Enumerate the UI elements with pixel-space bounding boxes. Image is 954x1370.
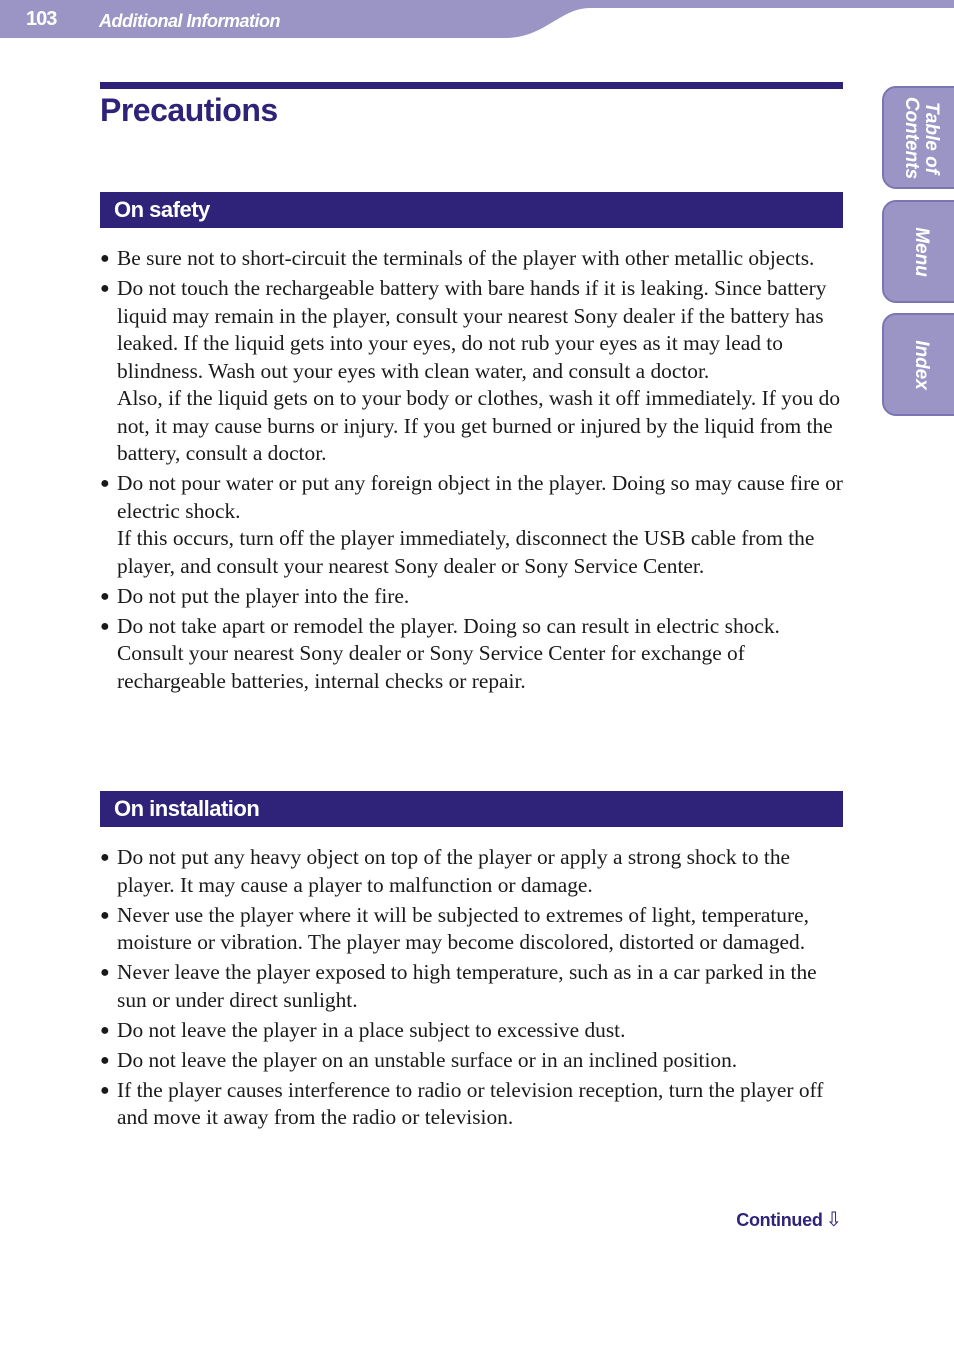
list-item bbox=[100, 902, 846, 957]
list-item-text: Do not put any heavy object on top of the player or apply a strong shock to the player. It may cause a player to malfunction or damage. bbox=[117, 845, 791, 897]
bullet-icon: ● bbox=[100, 617, 110, 635]
list-item-text: Do not leave the player in a place subject to excessive dust. bbox=[117, 1017, 626, 1042]
tab-menu[interactable] bbox=[882, 200, 954, 303]
list-item bbox=[100, 470, 846, 580]
section-heading-installation bbox=[100, 791, 843, 827]
list-item bbox=[100, 1077, 846, 1132]
page-header bbox=[0, 0, 954, 40]
bullet-icon: ● bbox=[100, 906, 110, 924]
list-item-text: Do not touch the rechargeable battery with bare hands if it is leaking. Since battery liquid may remain in the player, consult your nearest Sony dealer if the battery has leaked. If the liquid gets into your eyes, do not rub your eyes as it may lead to blindness. Wash out your eyes with clean water, and consult a doctor. bbox=[117, 276, 827, 383]
bullet-icon: ● bbox=[100, 1051, 110, 1069]
down-arrow-icon: ⇩ bbox=[825, 1209, 842, 1231]
chapter-name: Additional Information bbox=[99, 11, 280, 31]
list-item bbox=[100, 1017, 846, 1045]
list-item bbox=[100, 245, 846, 273]
installation-list bbox=[100, 844, 846, 1134]
bullet-icon: ● bbox=[100, 250, 110, 267]
tab-index[interactable] bbox=[882, 313, 954, 416]
list-item-text: Be sure not to short-circuit the terminals of the player with other metallic objects. bbox=[117, 246, 815, 270]
continued-indicator bbox=[736, 1207, 842, 1232]
list-item bbox=[100, 844, 846, 899]
list-item-text: Never use the player where it will be subjected to extremes of light, temperature, moisture or vibration. The player may become discolored, distorted or damaged. bbox=[117, 902, 809, 954]
page-number: 103 bbox=[26, 8, 57, 30]
list-item-text: If the player causes interference to radio or television reception, turn the player off and move it away from the radio or television. bbox=[117, 1077, 824, 1129]
list-item bbox=[100, 583, 846, 611]
list-item-text: Do not put the player into the fire. bbox=[117, 583, 410, 608]
list-item-extra: Also, if the liquid gets on to your body or clothes, wash it off immediately. If you do not, it may cause burns or injury. If you get burned or injured by the liquid from the battery, consult a doctor. bbox=[117, 386, 841, 465]
title-rule bbox=[100, 82, 843, 89]
tab-menu-label: Menu bbox=[911, 226, 932, 277]
tab-table-of-contents[interactable] bbox=[882, 86, 954, 189]
list-item-text: Never leave the player exposed to high temperature, such as in a car parked in the sun or under direct sunlight. bbox=[117, 960, 817, 1012]
bullet-icon: ● bbox=[100, 964, 110, 981]
continued-label: Continued bbox=[736, 1210, 823, 1230]
list-item-text: Do not pour water or put any foreign object in the player. Doing so may cause fire or electric shock. bbox=[117, 471, 843, 523]
list-item-extra: If this occurs, turn off the player immediately, disconnect the USB cable from the player, and consult your nearest Sony dealer or Sony Service Center. bbox=[117, 526, 815, 578]
tab-table-of-contents-label: Table of Contents bbox=[901, 96, 942, 179]
section-heading-label: On safety bbox=[114, 197, 210, 222]
bullet-icon: ● bbox=[100, 475, 110, 492]
list-item bbox=[100, 613, 846, 696]
bullet-icon: ● bbox=[100, 1021, 110, 1039]
section-heading-label: On installation bbox=[114, 796, 260, 821]
page-title: Precautions bbox=[100, 92, 278, 128]
list-item bbox=[100, 959, 846, 1014]
list-item-text: Do not take apart or remodel the player. Doing so can result in electric shock. Consult your nearest Sony dealer or Sony Service Center for exchange of rechargeable batteries, internal checks or repair. bbox=[117, 613, 780, 693]
bullet-icon: ● bbox=[100, 849, 110, 866]
bullet-icon: ● bbox=[100, 587, 110, 605]
section-heading-safety bbox=[100, 192, 843, 228]
safety-list bbox=[100, 245, 846, 698]
bullet-icon: ● bbox=[100, 280, 110, 297]
tab-index-label: Index bbox=[911, 339, 932, 390]
list-item bbox=[100, 275, 846, 468]
list-item-text: Do not leave the player on an unstable surface or in an inclined position. bbox=[117, 1047, 738, 1072]
list-item bbox=[100, 1047, 846, 1075]
bullet-icon: ● bbox=[100, 1081, 110, 1099]
